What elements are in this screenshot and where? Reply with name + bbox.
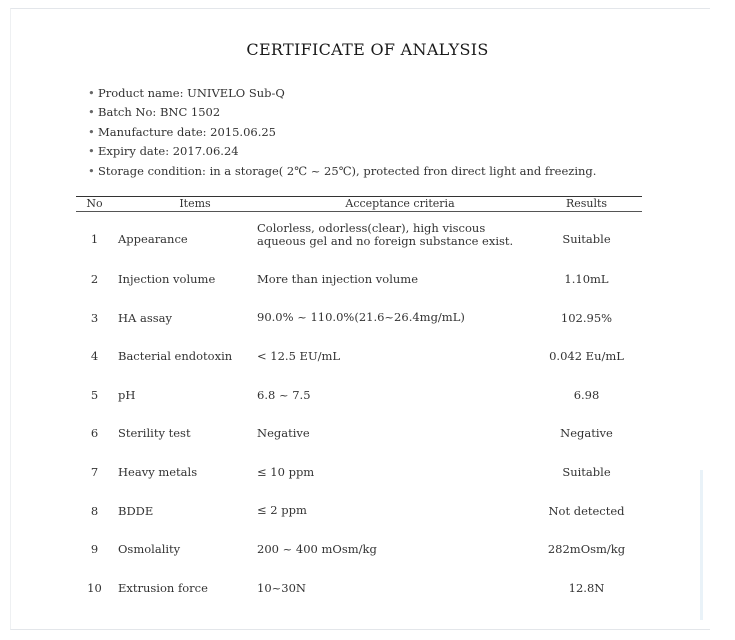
header-acceptance-criteria: Acceptance criteria — [345, 197, 455, 210]
row-result: 102.95% — [560, 310, 613, 325]
row-result: 1.10mL — [564, 272, 609, 286]
row-criteria: < 12.5 EU/mL — [257, 348, 341, 363]
info-item-expiry-date — [88, 142, 596, 161]
row-item: Appearance — [118, 232, 188, 246]
row-result: Suitable — [562, 464, 611, 479]
table-row — [76, 218, 642, 260]
row-number: 5 — [90, 387, 99, 402]
bullet-icon: • — [88, 105, 95, 120]
row-item: BDDE — [118, 503, 154, 518]
row-number: 6 — [90, 426, 99, 441]
row-number: 3 — [90, 310, 99, 325]
row-criteria: 200 ~ 400 mOsm/kg — [257, 541, 377, 556]
header-items: Items — [179, 197, 211, 210]
document-title: CERTIFICATE OF ANALYSIS — [246, 40, 489, 59]
table-row — [76, 260, 642, 299]
row-criteria: Negative — [257, 426, 310, 441]
row-item: Bacterial endotoxin — [118, 349, 233, 364]
analysis-table-body — [76, 218, 642, 607]
row-result: 0.042 Eu/mL — [549, 349, 624, 364]
row-item: Injection volume — [118, 272, 216, 286]
info-item-storage-condition — [88, 162, 596, 181]
row-number: 8 — [90, 503, 99, 518]
row-criteria: More than injection volume — [257, 271, 418, 286]
info-item-batch-no — [88, 103, 596, 122]
row-result: 12.8N — [568, 580, 605, 595]
info-item-manufacture-date — [88, 123, 596, 142]
row-item: HA assay — [118, 310, 173, 325]
table-header-rule — [76, 211, 642, 212]
row-criteria: ≤ 2 ppm — [257, 503, 307, 518]
row-number: 1 — [90, 232, 99, 246]
bullet-icon: • — [88, 124, 95, 139]
row-number: 7 — [90, 464, 99, 479]
page-edge-tint — [700, 470, 703, 620]
table-row — [76, 530, 642, 569]
row-item: Sterility test — [118, 426, 191, 441]
info-text: Expiry date: 2017.06.24 — [98, 144, 239, 159]
bullet-icon: • — [88, 144, 95, 159]
info-text: Storage condition: in a storage( 2℃ ~ 25℃), protected fron direct light and freezing. — [98, 163, 597, 178]
table-row — [76, 453, 642, 492]
row-result: 6.98 — [573, 387, 600, 402]
info-text: Product name: UNIVELO Sub-Q — [98, 86, 285, 100]
row-item: Heavy metals — [118, 464, 198, 479]
info-text: Manufacture date: 2015.06.25 — [98, 124, 277, 139]
row-number: 2 — [90, 272, 99, 286]
row-result: Negative — [560, 426, 613, 441]
row-number: 9 — [90, 542, 99, 557]
bullet-icon: • — [88, 163, 95, 178]
info-item-product-name — [88, 84, 596, 103]
row-criteria: 6.8 ~ 7.5 — [257, 387, 311, 402]
row-result: Not detected — [548, 503, 625, 518]
row-criteria: ≤ 10 ppm — [257, 464, 315, 479]
table-row — [76, 299, 642, 338]
header-no: No — [86, 197, 103, 210]
product-info-list — [88, 84, 596, 181]
row-result: Suitable — [562, 232, 611, 246]
bullet-icon: • — [88, 86, 95, 100]
row-item: pH — [118, 387, 136, 402]
table-row — [76, 492, 642, 531]
row-number: 10 — [87, 580, 102, 595]
table-row — [76, 569, 642, 608]
row-result: 282mOsm/kg — [547, 542, 626, 557]
table-row — [76, 376, 642, 415]
table-row — [76, 337, 642, 376]
row-item: Extrusion force — [118, 580, 208, 595]
row-number: 4 — [90, 349, 99, 364]
row-criteria: Colorless, odorless(clear), high viscous aqueous gel and no foreign substance exist. — [257, 221, 514, 248]
info-text: Batch No: BNC 1502 — [98, 105, 221, 120]
table-row — [76, 414, 642, 453]
row-criteria: 90.0% ~ 110.0%(21.6~26.4mg/mL) — [257, 310, 465, 325]
row-criteria: 10~30N — [257, 580, 306, 595]
header-results: Results — [565, 197, 608, 210]
row-item: Osmolality — [118, 542, 181, 557]
